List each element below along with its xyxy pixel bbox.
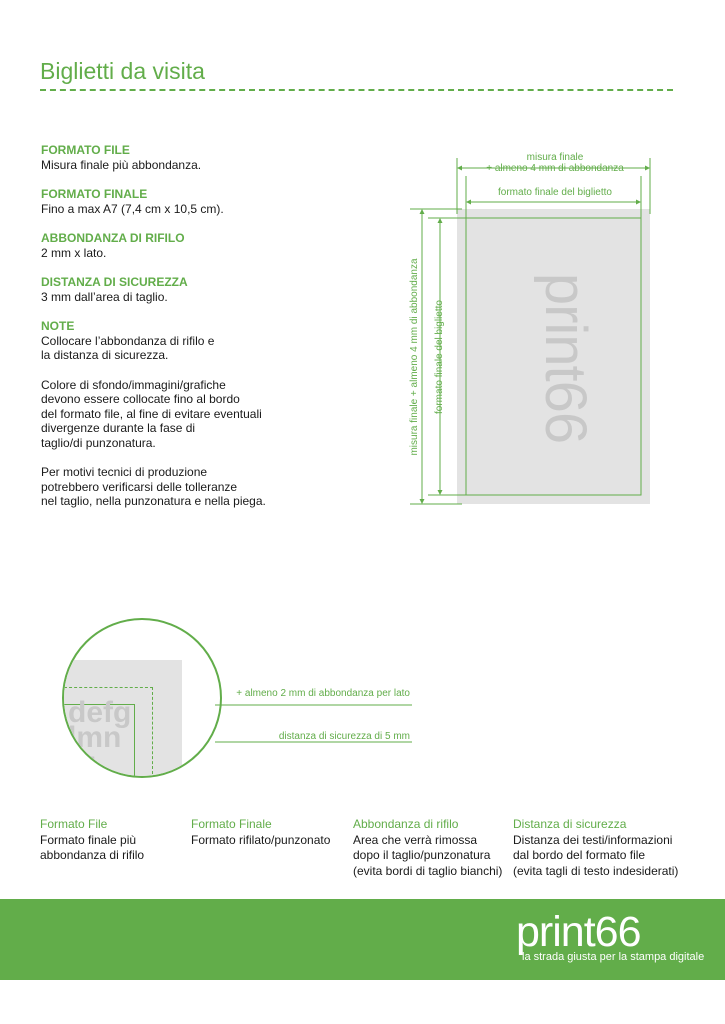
sample-line: tu (68, 746, 97, 778)
spec-body: 2 mm x lato. (41, 245, 107, 260)
sample-line: lmn (68, 721, 122, 754)
detail-magnifier (62, 618, 222, 778)
legend-body: Area che verrà rimossa dopo il taglio/punzonatura (evita bordi di taglio bianchi) (353, 832, 503, 878)
spec-body: Fino a max A7 (7,4 cm x 10,5 cm). (41, 201, 224, 216)
left-outer-label: misura finale + almeno 4 mm di abbondanza (409, 258, 420, 456)
legend-body: Formato rifilato/punzonato (191, 832, 331, 847)
legend-formato-finale (191, 817, 346, 848)
spec-heading: DISTANZA DI SICUREZZA (41, 274, 188, 289)
arrow-head (457, 166, 462, 171)
spec-abbondanza (41, 231, 341, 260)
spec-heading: NOTE (41, 318, 75, 333)
spec-formato-file (41, 143, 341, 172)
legend-heading: Distanza di sicurezza (513, 817, 627, 831)
arrow-head (645, 166, 650, 171)
legend-heading: Formato Finale (191, 817, 272, 831)
sample-line: defg (68, 696, 132, 729)
arrow-head (420, 499, 425, 504)
legend-heading: Abbondanza di rifilo (353, 817, 459, 831)
legend-body: Distanza dei testi/informazioni dal bordo del formato file (evita tagli di testo indesiderati) (513, 832, 679, 878)
legend-abbondanza (353, 817, 508, 879)
spec-body: 3 mm dall’area di taglio. (41, 289, 168, 304)
note-paragraph: Per motivi tecnici di produzione potrebbero verificarsi delle tolleranze nel taglio, nella punzonatura e nella piega. (41, 465, 266, 509)
spec-note (41, 319, 341, 363)
top-inner-label: formato finale del biglietto (470, 187, 640, 198)
spec-body: Misura finale più abbondanza. (41, 157, 202, 172)
top-outer-label-2: + almeno 4 mm di abbondanza (486, 163, 624, 174)
footer-tagline: la strada giusta per la stampa digitale (522, 951, 705, 963)
arrow-head (438, 218, 443, 223)
print66-logo: print66 (516, 908, 641, 956)
arrow-head (438, 490, 443, 495)
print66-watermark: print66 (533, 272, 598, 444)
title-divider (40, 89, 673, 91)
legend-formato-file (40, 817, 180, 864)
page-title: Biglietti da visita (40, 58, 205, 84)
bleed-label: + almeno 2 mm di abbondanza per lato (236, 688, 410, 699)
spec-list (41, 143, 341, 523)
arrow-head (466, 200, 471, 205)
spec-distanza (41, 275, 341, 304)
note-paragraph: Colore di sfondo/immagini/grafiche devono essere collocate fino al bordo del formato file, al fine di evitare eventuali divergenze durante la fase di taglio/di punzonatura. (41, 377, 262, 450)
spec-body: Collocare l’abbondanza di rifilo e la distanza di sicurezza. (41, 333, 215, 363)
spec-heading: ABBONDANZA DI RIFILO (41, 230, 185, 245)
legend-distanza (513, 817, 688, 879)
spec-formato-finale (41, 187, 341, 216)
safety-label: distanza di sicurezza di 5 mm (278, 731, 410, 742)
spec-heading: FORMATO FINALE (41, 186, 148, 201)
legend-heading: Formato File (40, 817, 108, 831)
spec-heading: FORMATO FILE (41, 143, 130, 157)
legend-body: Formato finale più abbondanza di rifilo (40, 832, 145, 862)
arrow-head (420, 209, 425, 214)
detail-sample-text (68, 696, 132, 778)
arrow-head (636, 200, 641, 205)
top-outer-label-1: misura finale (526, 152, 584, 163)
left-inner-label: formato finale del biglietto (434, 300, 445, 414)
